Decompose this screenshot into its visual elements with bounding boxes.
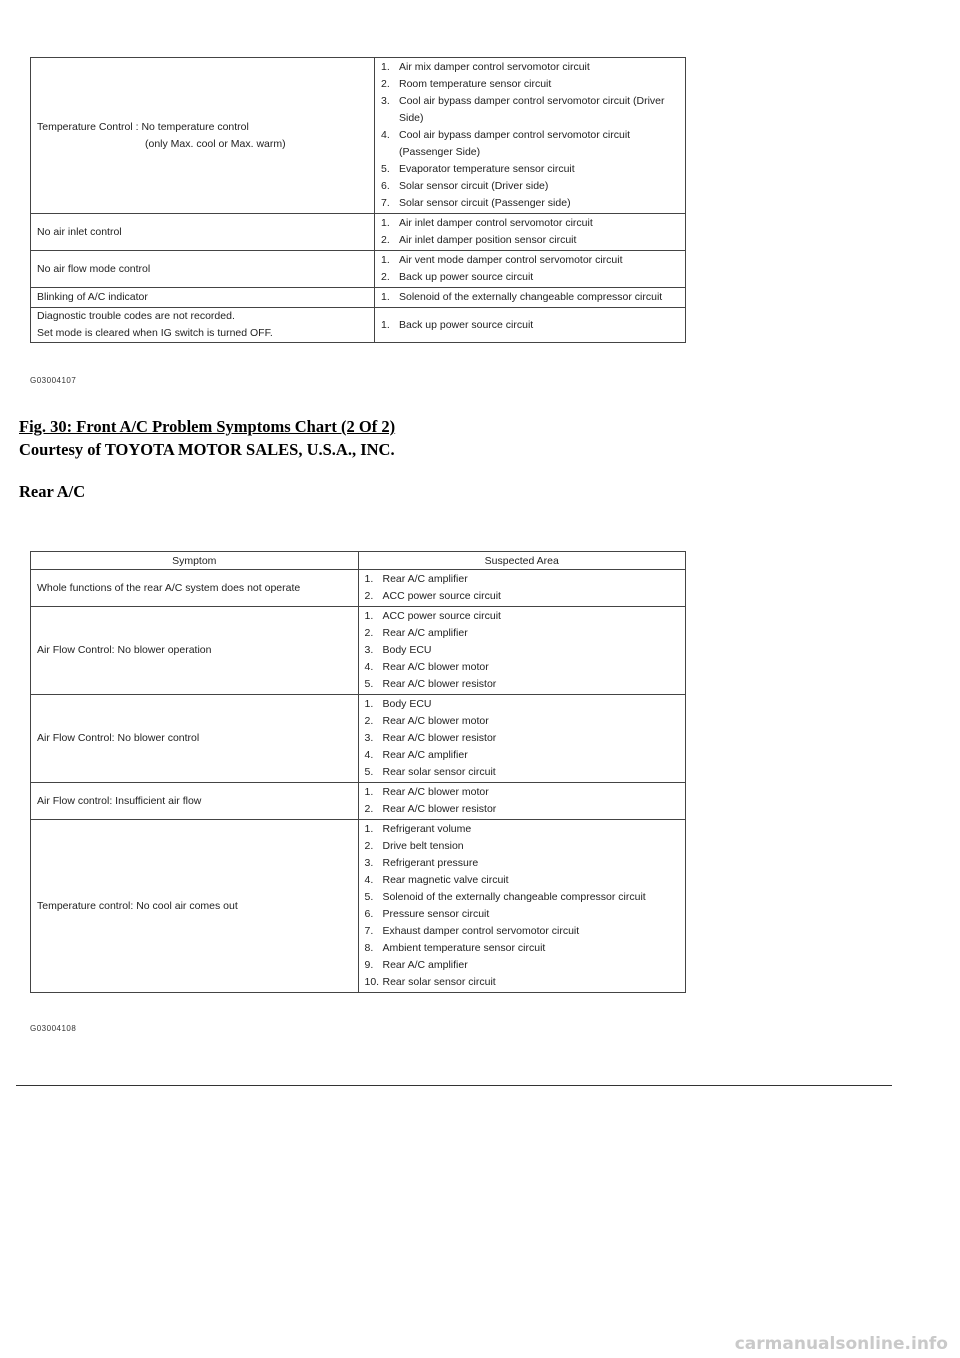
suspected-area-item [365,801,680,818]
symptom-cell [31,214,375,251]
symptom-text: No air flow mode control [37,262,151,275]
item-text: Rear A/C blower resistor [382,732,497,744]
suspected-area-cell [375,214,686,251]
item-text: Rear A/C blower motor [382,661,489,673]
suspected-area-item [365,889,680,906]
symptom-text: Whole functions of the rear A/C system does not operate [37,581,301,594]
item-text: Rear solar sensor circuit [382,976,496,988]
item-text: Solenoid of the externally changeable compressor circuit [382,891,646,903]
item-number: 2. [364,840,374,852]
item-number: 5. [381,163,390,175]
symptom-text: (only Max. cool or Max. warm) [145,137,286,150]
item-text: ACC power source circuit [382,610,501,622]
suspected-area-item [365,588,680,605]
suspected-area-item [365,659,680,676]
rear-table-header-row [31,552,686,570]
symptom-text: No air inlet control [37,225,122,238]
item-text: Rear A/C blower resistor [382,803,497,815]
item-text: Air vent mode damper control servomotor circuit [399,254,623,266]
suspected-area-item [365,625,680,642]
table-row [31,58,686,214]
item-text: Rear A/C amplifier [382,573,468,585]
item-number: 4. [364,749,374,761]
item-number: 4. [381,129,390,141]
item-number: 7. [364,925,374,937]
suspected-area-item [365,855,680,872]
suspected-area-item [365,571,680,588]
symptom-cell [31,695,359,783]
item-number: 7. [381,197,390,209]
symptom-cell [31,570,359,607]
symptom-text: Temperature control: No cool air comes out [37,899,238,912]
item-number: 8. [364,942,374,954]
suspected-area-cell [358,695,686,783]
suspected-area-item [381,215,679,232]
suspected-area-column-header: Suspected Area [358,552,686,570]
symptom-cell [31,308,375,343]
item-number: 2. [381,234,390,246]
item-number: 3. [364,857,374,869]
table-row [31,820,686,993]
suspected-area-item [365,764,680,781]
table-row [31,308,686,343]
item-text: Cool air bypass damper control servomotor circuit (Passenger Side) [399,129,631,158]
item-text: Evaporator temperature sensor circuit [399,163,575,175]
item-number: 6. [364,908,374,920]
item-number: 9. [364,959,374,971]
suspected-area-item [381,76,679,93]
item-text: Refrigerant volume [382,823,472,835]
suspected-area-item [381,59,679,76]
suspected-area-item [381,232,679,249]
item-text: Rear A/C amplifier [382,627,468,639]
item-text: Air mix damper control servomotor circuit [399,61,590,73]
symptom-text: Temperature Control : No temperature control [37,120,249,133]
page-divider [16,1085,892,1086]
item-number: 1. [381,291,390,303]
symptom-cell [31,607,359,695]
table-row [31,214,686,251]
item-text: Rear solar sensor circuit [382,766,496,778]
item-number: 5. [364,678,374,690]
suspected-area-item [365,906,680,923]
suspected-area-item [365,747,680,764]
suspected-area-item [365,923,680,940]
suspected-area-item [365,642,680,659]
item-text: Back up power source circuit [399,318,534,331]
suspected-area-item [365,821,680,838]
table-row [31,570,686,607]
item-text: Drive belt tension [382,840,464,852]
symptom-text: Air Flow control: Insufficient air flow [37,794,202,807]
item-text: ACC power source circuit [382,590,501,602]
symptom-column-header: Symptom [31,552,359,570]
symptom-cell [31,58,375,214]
suspected-area-item [365,608,680,625]
suspected-area-cell [358,570,686,607]
table-row [31,695,686,783]
suspected-area-item [365,872,680,889]
front-figure-id: G03004107 [30,376,77,385]
item-text: Room temperature sensor circuit [399,78,552,90]
item-text: Rear A/C blower motor [382,786,489,798]
item-number: 1. [381,61,390,73]
item-text: Cool air bypass damper control servomotor circuit (Driver Side) [399,95,665,124]
table-row [31,288,686,308]
suspected-area-item [381,178,679,195]
suspected-area-cell [375,308,686,343]
item-text: Body ECU [382,644,432,656]
figure-caption-courtesy: Courtesy of TOYOTA MOTOR SALES, U.S.A., INC. [19,440,395,459]
rear-figure-id: G03004108 [30,1024,77,1033]
section-heading: Rear A/C [19,482,86,501]
item-text: Air inlet damper control servomotor circuit [399,217,593,229]
item-number: 1. [381,254,390,266]
suspected-area-item [365,713,680,730]
symptom-cell [31,783,359,820]
symptom-text: Blinking of A/C indicator [37,291,148,303]
item-number: 4. [364,661,374,673]
symptom-cell [31,820,359,993]
symptom-cell [31,251,375,288]
item-text: Rear A/C amplifier [382,749,468,761]
symptom-text: Air Flow Control: No blower operation [37,644,212,656]
item-number: 2. [381,271,390,283]
suspected-area-item [381,317,679,334]
item-text: Air inlet damper position sensor circuit [399,234,577,246]
suspected-area-item [365,676,680,693]
item-text: Pressure sensor circuit [382,908,490,920]
item-text: Rear A/C amplifier [382,959,468,971]
item-text: Refrigerant pressure [382,857,479,869]
suspected-area-cell [375,58,686,214]
table-row [31,251,686,288]
item-number: 3. [364,644,374,656]
item-text: Exhaust damper control servomotor circuit [382,925,580,937]
suspected-area-item [381,269,679,286]
item-number: 5. [364,891,374,903]
item-number: 2. [364,590,374,602]
item-number: 3. [364,732,374,744]
item-number: 10. [364,976,380,988]
item-number: 6. [381,180,390,192]
item-text: Body ECU [382,698,432,710]
item-text: Ambient temperature sensor circuit [382,942,546,954]
item-number: 3. [381,95,390,107]
item-number: 1. [381,318,390,331]
suspected-area-item [365,838,680,855]
suspected-area-item [365,784,680,801]
watermark-logo: carmanualsonline.info [734,1334,948,1354]
suspected-area-item [381,93,679,127]
suspected-area-item [365,696,680,713]
symptom-text: Diagnostic trouble codes are not recorded. [37,310,235,322]
item-number: 1. [364,823,374,835]
suspected-area-item [365,940,680,957]
item-number: 2. [364,803,374,815]
item-number: 2. [364,715,374,727]
figure-caption-title: Fig. 30: Front A/C Problem Symptoms Chart (2 Of 2) [19,417,396,436]
suspected-area-item [365,730,680,747]
suspected-area-cell [358,820,686,993]
suspected-area-item [381,252,679,269]
front-symptoms-table [30,57,686,343]
rear-symptoms-table [30,551,686,993]
item-text: Solar sensor circuit (Passenger side) [399,197,571,209]
suspected-area-item [381,127,679,161]
item-number: 1. [364,573,374,585]
item-number: 4. [364,874,374,886]
suspected-area-cell [358,607,686,695]
suspected-area-item [381,195,679,212]
item-number: 1. [364,698,374,710]
item-number: 2. [381,78,390,90]
table-row [31,607,686,695]
suspected-area-cell [358,783,686,820]
item-number: 2. [364,627,374,639]
symptom-cell [31,288,375,308]
item-text: Solar sensor circuit (Driver side) [399,180,549,192]
item-text: Solenoid of the externally changeable compressor circuit [399,291,663,303]
symptom-text: Set mode is cleared when IG switch is turned OFF. [37,327,273,339]
suspected-area-item [365,974,680,991]
table-row [31,783,686,820]
suspected-area-item [381,289,679,306]
item-text: Rear A/C blower motor [382,715,489,727]
suspected-area-cell [375,288,686,308]
item-number: 1. [364,610,374,622]
item-text: Rear A/C blower resistor [382,678,497,690]
suspected-area-item [365,957,680,974]
item-number: 1. [381,217,390,229]
symptom-text: Air Flow Control: No blower control [37,732,200,744]
item-text: Rear magnetic valve circuit [382,874,509,886]
suspected-area-cell [375,251,686,288]
item-number: 5. [364,766,374,778]
suspected-area-item [381,161,679,178]
item-text: Back up power source circuit [399,271,534,283]
item-number: 1. [364,786,374,798]
